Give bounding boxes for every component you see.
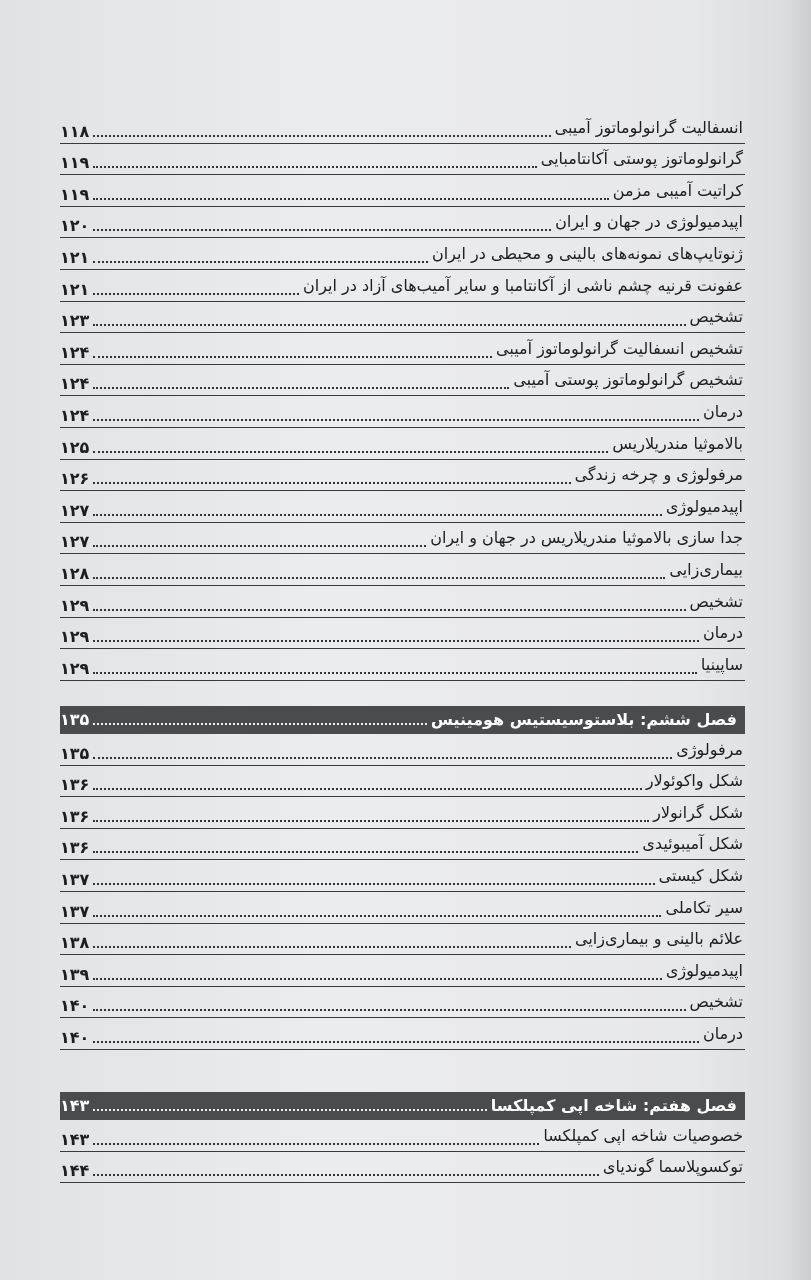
leader-dots	[93, 816, 649, 822]
leader-dots	[93, 1037, 699, 1043]
toc-entry-title: بالاموثیا مندریلاریس	[612, 433, 743, 453]
toc-entry-title: درمان	[702, 623, 743, 643]
leader-dots	[93, 753, 672, 759]
toc-entry	[60, 302, 745, 334]
leader-dots	[93, 1105, 487, 1111]
toc-entry-page: ۱۲۱	[60, 247, 90, 267]
leader-dots	[93, 719, 427, 725]
toc-entry-page: ۱۲۴	[60, 374, 90, 394]
leader-dots	[93, 478, 571, 484]
chapter-6-header	[60, 706, 745, 734]
toc-entry-page: ۱۴۰	[60, 996, 90, 1016]
toc-entry-page: ۱۲۹	[60, 595, 90, 615]
toc-entry-page: ۱۲۱	[60, 279, 90, 299]
leader-dots	[93, 974, 662, 980]
toc-entry	[60, 892, 745, 924]
toc-entry-title: درمان	[702, 401, 743, 421]
toc-entry-page: ۱۴۰	[60, 1027, 90, 1047]
leader-dots	[93, 847, 638, 853]
toc-entry-page: ۱۲۹	[60, 627, 90, 647]
leader-dots	[93, 1170, 599, 1176]
toc-entry	[60, 618, 745, 650]
leader-dots	[93, 225, 551, 231]
toc-entry-page: ۱۱۹	[60, 153, 90, 173]
chapter-page: ۱۳۵	[60, 710, 90, 729]
toc-entry-title: تشخیص گرانولوماتوز پوستی آمیبی	[513, 370, 743, 390]
leader-dots	[93, 320, 686, 326]
toc-entry	[60, 270, 745, 302]
toc-entry-title: ژنوتایپ‌های نمونه‌های بالینی و محیطی در ایران	[431, 243, 743, 263]
toc-entry	[60, 766, 745, 798]
leader-dots	[93, 879, 655, 885]
toc-entry-page: ۱۲۳	[60, 311, 90, 331]
toc-entry	[60, 554, 745, 586]
toc-entry-page: ۱۲۹	[60, 658, 90, 678]
toc-entry-title: علائم بالینی و بیماری‌زایی	[575, 929, 743, 949]
toc-entry-page: ۱۴۴	[60, 1161, 90, 1181]
toc-entry-page: ۱۲۵	[60, 437, 90, 457]
toc-entry-page: ۱۳۸	[60, 933, 90, 953]
toc-section-a	[60, 112, 745, 681]
toc-entry-page: ۱۳۶	[60, 775, 90, 795]
book-spine-shadow	[785, 0, 811, 1280]
leader-dots	[93, 352, 492, 358]
leader-dots	[93, 289, 299, 295]
toc-entry	[60, 365, 745, 397]
toc-entry-page: ۱۳۶	[60, 806, 90, 826]
toc-entry	[60, 175, 745, 207]
toc-entry-title: درمان	[702, 1023, 743, 1043]
chapter-title: فصل ششم: بلاستوسیستیس هومینیس	[430, 710, 737, 729]
toc-entry-title: تشخیص	[689, 591, 743, 611]
leader-dots	[93, 573, 665, 579]
toc-entry-page: ۱۱۹	[60, 184, 90, 204]
toc-section-b	[60, 734, 745, 1050]
leader-dots	[93, 194, 609, 200]
toc-entry-title: اپیدمیولوژی	[665, 496, 743, 516]
toc-entry-page: ۱۲۷	[60, 532, 90, 552]
leader-dots	[93, 510, 662, 516]
toc-entry	[60, 144, 745, 176]
toc-entry-title: تشخیص انسفالیت گرانولوماتوز آمیبی	[496, 338, 743, 358]
toc-entry-title: ساپینیا	[700, 654, 743, 674]
leader-dots	[93, 383, 509, 389]
leader-dots	[93, 541, 426, 547]
toc-entry	[60, 333, 745, 365]
chapter-page: ۱۴۳	[60, 1096, 90, 1115]
toc-entry	[60, 797, 745, 829]
toc-entry	[60, 1120, 745, 1152]
toc-entry-title: خصوصیات شاخه اپی کمپلکسا	[543, 1125, 743, 1145]
leader-dots	[93, 605, 686, 611]
toc-entry-title: شکل واکوئولار	[645, 771, 743, 791]
toc-entry	[60, 860, 745, 892]
toc-entry-title: اپیدمیولوژی در جهان و ایران	[555, 212, 743, 232]
toc-entry-title: عفونت قرنیه چشم ناشی از آکانتامبا و سایر آمیب‌های آزاد در ایران	[303, 275, 743, 295]
toc-entry-title: سیر تکاملی	[665, 897, 743, 917]
toc-entry	[60, 1152, 745, 1184]
toc-entry-page: ۱۳۵	[60, 743, 90, 763]
toc-entry-page: ۱۲۷	[60, 500, 90, 520]
toc-entry	[60, 586, 745, 618]
toc-entry-page: ۱۲۰	[60, 216, 90, 236]
toc-entry-page: ۱۳۹	[60, 964, 90, 984]
leader-dots	[93, 636, 699, 642]
toc-entry	[60, 924, 745, 956]
leader-dots	[93, 911, 661, 917]
toc-entry-title: جدا سازی بالاموثیا مندریلاریس در جهان و ایران	[430, 528, 743, 548]
toc-entry-title: شکل آمیبوئیدی	[642, 834, 743, 854]
chapter-7-header	[60, 1092, 745, 1120]
toc-entry-page: ۱۴۳	[60, 1129, 90, 1149]
toc-entry	[60, 523, 745, 555]
toc-entry	[60, 491, 745, 523]
leader-dots	[93, 131, 551, 137]
toc-entry-page: ۱۲۸	[60, 563, 90, 583]
toc-entry-title: کراتیت آمیبی مزمن	[612, 180, 743, 200]
toc-entry	[60, 460, 745, 492]
toc-entry-title: مرفولوژی و چرخه زندگی	[574, 465, 743, 485]
toc-entry-title: بیماری‌زایی	[669, 559, 743, 579]
toc-entry-title: تشخیص	[689, 992, 743, 1012]
toc-entry	[60, 649, 745, 681]
toc-entry-page: ۱۲۴	[60, 342, 90, 362]
toc-entry-title: اپیدمیولوژی	[665, 960, 743, 980]
toc-entry	[60, 112, 745, 144]
toc-entry	[60, 829, 745, 861]
leader-dots	[93, 447, 608, 453]
toc-entry	[60, 987, 745, 1019]
leader-dots	[93, 1139, 539, 1145]
toc-entry	[60, 428, 745, 460]
toc-entry-title: توکسوپلاسما گوندیای	[602, 1157, 743, 1177]
leader-dots	[93, 784, 642, 790]
toc-entry-page: ۱۲۶	[60, 469, 90, 489]
toc-entry	[60, 396, 745, 428]
toc-entry-title: شکل کیستی	[658, 865, 743, 885]
toc-entry-title: شکل گرانولار	[653, 802, 743, 822]
toc-entry-page: ۱۲۴	[60, 405, 90, 425]
leader-dots	[93, 942, 571, 948]
leader-dots	[93, 162, 537, 168]
toc-entry	[60, 1018, 745, 1050]
toc-entry-page: ۱۳۷	[60, 869, 90, 889]
toc-entry-title: تشخیص	[689, 307, 743, 327]
toc-entry-page: ۱۳۶	[60, 838, 90, 858]
toc-entry	[60, 238, 745, 270]
toc-entry	[60, 207, 745, 239]
chapter-title: فصل هفتم: شاخه اپی کمپلکسا	[490, 1096, 737, 1115]
leader-dots	[93, 1005, 686, 1011]
leader-dots	[93, 668, 697, 674]
toc-section-c	[60, 1120, 745, 1183]
leader-dots	[93, 257, 428, 263]
leader-dots	[93, 415, 699, 421]
toc-entry	[60, 734, 745, 766]
toc-entry-title: انسفالیت گرانولوماتوز آمیبی	[554, 117, 743, 137]
toc-entry-page: ۱۳۷	[60, 901, 90, 921]
toc-entry-title: مرفولوژی	[676, 739, 743, 759]
toc-entry	[60, 955, 745, 987]
toc-entry-title: گرانولوماتوز پوستی آکانتامبایی	[540, 149, 743, 169]
toc-entry-page: ۱۱۸	[60, 121, 90, 141]
